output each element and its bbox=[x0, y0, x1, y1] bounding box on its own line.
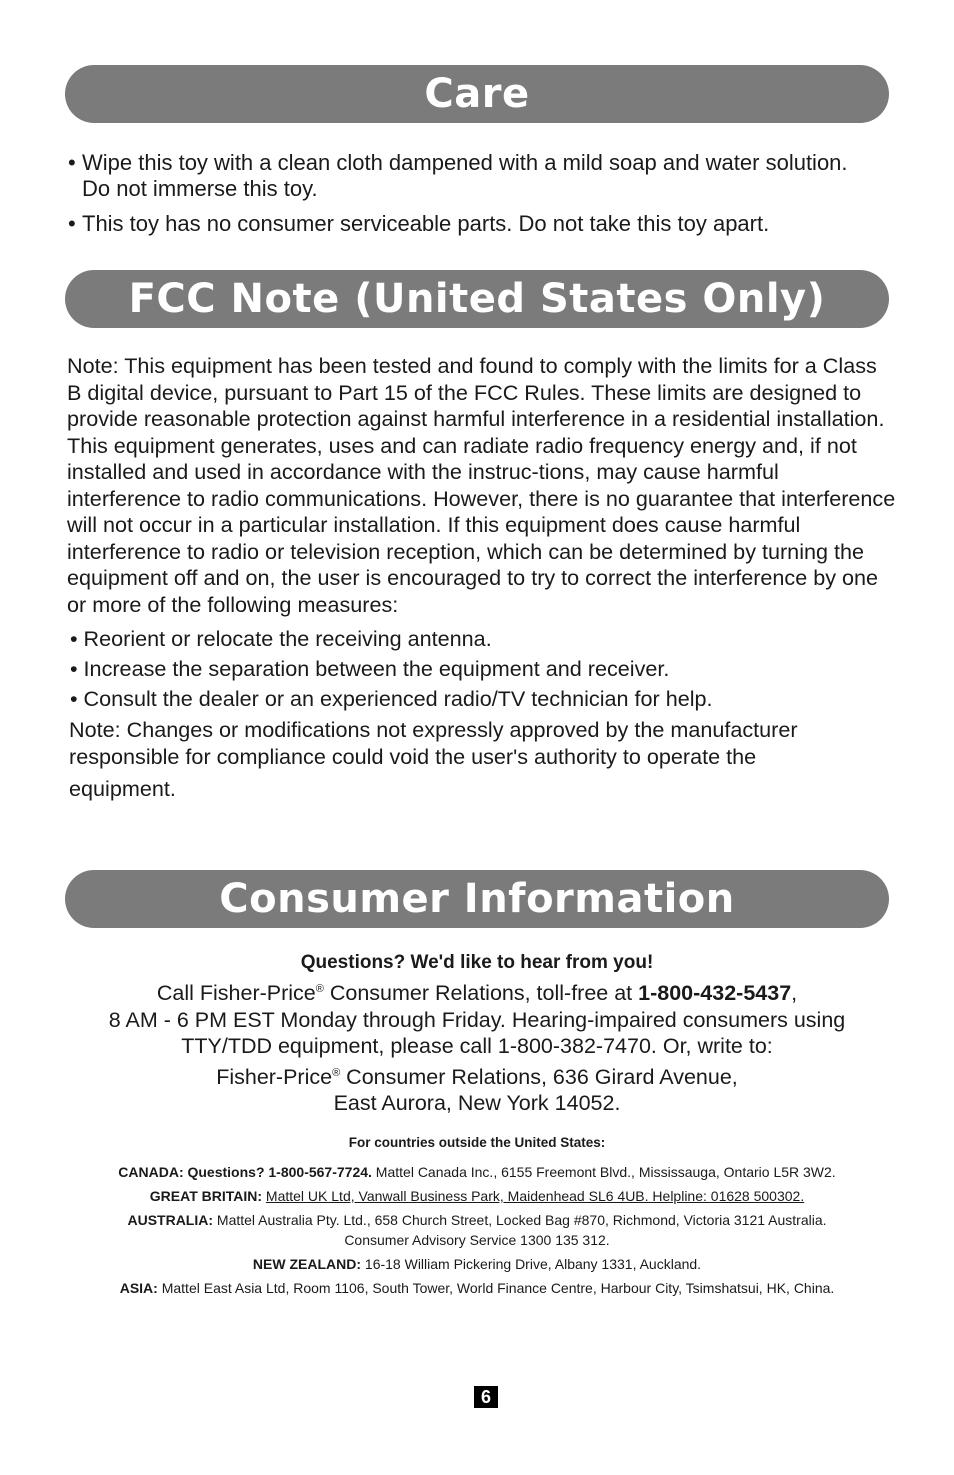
consumer-city: East Aurora, New York 14052. bbox=[333, 1091, 621, 1116]
fcc-heading: FCC Note (United States Only) bbox=[128, 276, 826, 322]
call-prefix: Call Fisher-Price bbox=[156, 981, 316, 1006]
fcc-body bbox=[67, 353, 897, 802]
contact-australia bbox=[40, 1210, 914, 1250]
address-rest: Consumer Relations, 636 Girard Avenue, bbox=[340, 1064, 738, 1089]
au-text-advisory: Consumer Advisory Service 1300 135 312. bbox=[344, 1232, 610, 1248]
fcc-note-changes-text: Note: Changes or modifications not expressly approved by the manufacturer responsible for compliance could void the user's authority to operate the bbox=[69, 717, 798, 769]
consumer-phone: 1-800-432-5437 bbox=[638, 981, 792, 1006]
fcc-measure: • Consult the dealer or an experienced radio/TV technician for help. bbox=[70, 686, 713, 711]
nz-text: 16-18 William Pickering Drive, Albany 1331, Auckland. bbox=[361, 1256, 702, 1272]
consumer-hours: 8 AM - 6 PM EST Monday through Friday. Hearing-impaired consumers using bbox=[108, 1007, 846, 1032]
consumer-heading: Consumer Information bbox=[219, 876, 735, 922]
asia-text: Mattel East Asia Ltd, Room 1106, South Tower, World Finance Centre, Harbour City, Tsimshatsui, HK, China. bbox=[157, 1280, 835, 1296]
registered-mark: ® bbox=[332, 1066, 341, 1079]
nz-label: NEW ZEALAND: bbox=[252, 1256, 362, 1272]
consumer-address bbox=[60, 1060, 894, 1091]
canada-text: Mattel Canada Inc., 6155 Freemont Blvd., Mississauga, Ontario L5R 3W2. bbox=[371, 1164, 836, 1180]
contact-new-zealand bbox=[40, 1254, 914, 1274]
asia-label: ASIA: bbox=[119, 1280, 158, 1296]
contact-canada bbox=[40, 1162, 914, 1182]
au-label: AUSTRALIA: bbox=[127, 1212, 214, 1228]
fcc-note-changes bbox=[69, 716, 897, 802]
fcc-measure: • Reorient or relocate the receiving antenna. bbox=[70, 626, 492, 651]
consumer-call-line bbox=[60, 976, 894, 1007]
fcc-note: Note: This equipment has been tested and found to comply with the limits for a Class B digital device, pursuant to Part 15 of the FCC Rules. These limits are designed to provide reasonable protection against harmful interference in a residential installation. This equipment generates, uses and can radiate radio frequency energy and, if not installed and used in accordance with the instruc-tions, may cause harmful interference to radio communications. However, there is no guarantee that interference will not occur in a particular installation. If this equipment does cause harmful interference to radio or television reception, which can be determined by turning the equipment off and on, the user is encouraged to try to correct the interference by one or more of the following measures: bbox=[67, 353, 896, 617]
registered-mark: ® bbox=[315, 983, 324, 995]
care-banner bbox=[65, 65, 889, 123]
international-contacts bbox=[40, 1135, 914, 1302]
canada-label: CANADA: Questions? 1-800-567-7724. bbox=[118, 1164, 372, 1180]
call-mid: Consumer Relations, toll-free at bbox=[323, 981, 639, 1006]
consumer-question: Questions? We'd like to hear from you! bbox=[300, 952, 654, 973]
fcc-measures bbox=[70, 624, 897, 714]
care-heading: Care bbox=[424, 71, 530, 117]
page-number: 6 bbox=[474, 1386, 498, 1408]
care-item bbox=[68, 150, 848, 202]
care-item-text: Wipe this toy with a clean cloth dampened with a mild soap and water solution. Do not immerse this toy. bbox=[82, 150, 848, 201]
care-list bbox=[68, 150, 848, 246]
consumer-tty: TTY/TDD equipment, please call 1-800-382-7470. Or, write to: bbox=[181, 1034, 773, 1059]
au-text: Mattel Australia Pty. Ltd., 658 Church Street, Locked Bag #870, Richmond, Victoria 3121 Australia. bbox=[213, 1212, 827, 1228]
gb-label: GREAT BRITAIN: bbox=[149, 1188, 263, 1204]
fcc-banner bbox=[65, 270, 889, 328]
bullet: • bbox=[68, 150, 76, 175]
consumer-banner bbox=[65, 870, 889, 928]
address-prefix: Fisher-Price bbox=[216, 1064, 333, 1089]
consumer-contact bbox=[60, 950, 894, 1117]
care-item bbox=[68, 211, 848, 237]
contact-great-britain bbox=[40, 1186, 914, 1206]
care-item-text: This toy has no consumer serviceable parts. Do not take this toy apart. bbox=[82, 211, 770, 236]
international-heading: For countries outside the United States: bbox=[348, 1135, 606, 1150]
fcc-measure: • Increase the separation between the equipment and receiver. bbox=[70, 656, 670, 681]
fcc-note-changes-end: equipment. bbox=[69, 776, 176, 801]
comma: , bbox=[791, 981, 798, 1006]
bullet: • bbox=[68, 211, 76, 236]
gb-text: Mattel UK Ltd, Vanwall Business Park, Maidenhead SL6 4UB. Helpline: 01628 500302. bbox=[265, 1188, 805, 1204]
contact-asia bbox=[40, 1278, 914, 1298]
